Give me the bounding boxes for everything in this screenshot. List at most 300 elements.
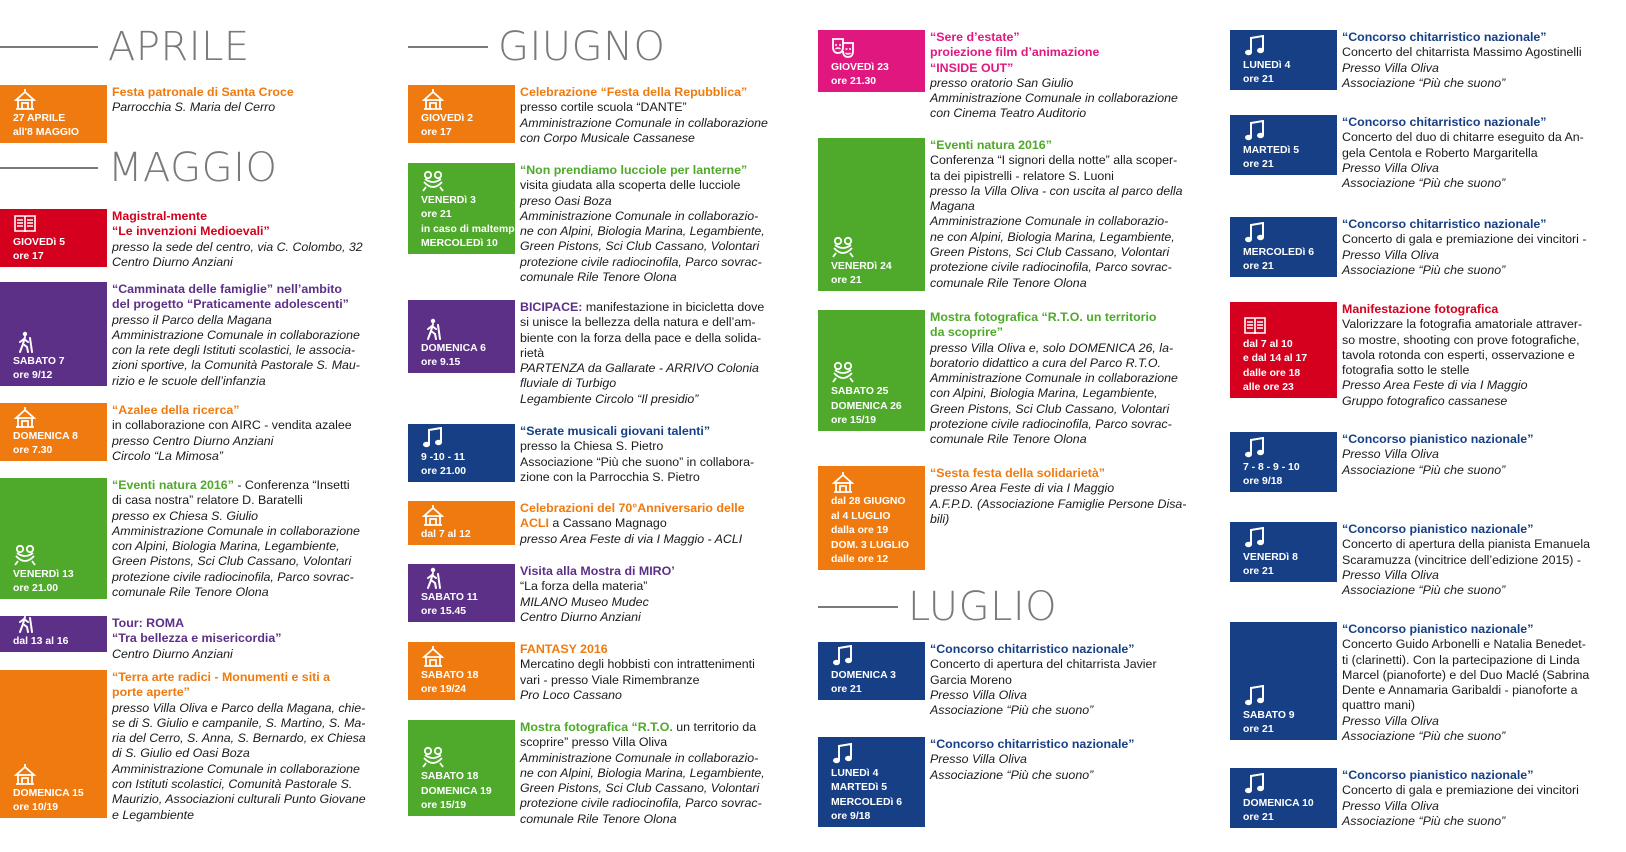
event-text: [520, 720, 787, 827]
event-date-line: ore 21: [1243, 724, 1274, 736]
event-venue-line: presso Area Feste di via I Maggio: [930, 481, 1115, 496]
event-date-line: VENERDì 13: [13, 568, 74, 580]
event-date-line: GIOVEDì 2: [421, 112, 473, 124]
event-description-line: di casa nostra” relatore D. Baratelli: [112, 493, 303, 508]
event-date-line: ore 7.30: [13, 445, 53, 457]
event-venue-line: Green Pistons, Sci Club Cassano, Volontari: [930, 245, 1170, 260]
event-date-line: ore 21.00: [421, 466, 467, 478]
event-text: [520, 85, 787, 146]
event-venue-line: Maurizio, Associazioni culturali Punto Giovane: [112, 792, 366, 807]
event-venue-line: zioni sportive, la Comunità Pastorale S. Mau-: [112, 358, 360, 373]
event-venue-line: Amministrazione Comunale in collaborazione: [520, 115, 768, 130]
event-venue-line: Magana: [930, 199, 975, 214]
event-description-line: Scaramuzza (vincitrice dell’edizione 2015) -: [1342, 552, 1581, 567]
event-description-line: si unisce la bellezza della natura e dell’am-: [520, 315, 756, 330]
event-text: [930, 737, 1197, 783]
event-title-line: Festa patronale di Santa Croce: [112, 85, 294, 99]
event-date-box: [1230, 768, 1337, 828]
event-venue-line: e Legambiente: [112, 807, 194, 822]
event-description-line: fotografia sotto le stelle: [1342, 363, 1470, 378]
event-title-tail: - Conferenza “Insetti: [233, 478, 350, 492]
month-header-luglio: [818, 582, 1057, 632]
event-date-line: DOMENICA 10: [1243, 797, 1314, 809]
event-date-box: [408, 564, 515, 622]
event-text: [520, 642, 787, 703]
event-title-tail: un territorio da: [672, 720, 757, 734]
event-venue-line: presso ex Chiesa S. Giulio: [112, 508, 259, 523]
event-date-line: SABATO 9: [1243, 709, 1295, 721]
event-title-tail: manifestazione in bicicletta dove: [582, 300, 765, 314]
event-venue-line: PARTENZA da Gallarate - ARRIVO Colonia: [520, 361, 759, 376]
event-date-line: SABATO 7: [13, 355, 65, 367]
event-text: [112, 282, 379, 389]
event-title-line: Celebrazione “Festa della Repubblica”: [520, 85, 748, 99]
event-venue-line: Centro Diurno Anziani: [520, 609, 641, 624]
hiker-icon: [13, 611, 37, 633]
event-date-line: ore 9/12: [13, 370, 53, 382]
book-icon: [13, 212, 37, 234]
event-date-line: DOMENICA 15: [13, 787, 84, 799]
event-description-line: so mostre, shooting con prove fotografiche,: [1342, 332, 1580, 347]
event-title-line: Mostra fotografica “R.T.O. un territorio: [930, 310, 1157, 324]
event-venue-line: Presso Villa Oliva: [930, 752, 1027, 767]
event-venue-line: comunale Rile Tenore Olona: [930, 432, 1087, 447]
event-venue-line: con Alpini, Biologia Marina, Legambiente,: [112, 539, 340, 554]
event-title-line: “Concorso chitarristico nazionale”: [1342, 217, 1547, 231]
event-description-line: biente con la forza della pace e della solida-: [520, 330, 762, 345]
event-description-line: presso cortile scuola “DANTE”: [520, 100, 687, 115]
month-header-giugno: [408, 22, 665, 72]
event-date-line: GIOVEDì 5: [13, 236, 65, 248]
event-date-box: [0, 282, 107, 386]
event-date-line: DOMENICA 19: [421, 785, 492, 797]
music-icon: [1243, 437, 1267, 459]
event-date-line: dal 7 al 10: [1243, 338, 1293, 350]
event-description-line: Associazione “Più che suono” in collabora-: [520, 454, 755, 469]
event-title-line: “Serate musicali giovani talenti”: [520, 424, 711, 438]
event-description-line: Concerto Guido Arbonelli e Natalia Benedet-: [1342, 637, 1586, 652]
event-date-box: [0, 85, 107, 143]
event-description-line: Garcia Moreno: [930, 672, 1012, 687]
event-date-box: [0, 616, 107, 652]
music-icon: [1243, 222, 1267, 244]
event-date-line: SABATO 11: [421, 591, 478, 603]
event-title-line: del progetto “Praticamente adolescenti”: [112, 297, 349, 312]
event-date-line: ore 21: [831, 684, 862, 696]
event-venue-line: Associazione “Più che suono”: [1342, 813, 1506, 828]
event-text: [930, 466, 1197, 527]
event-date-line: dal 7 al 12: [421, 529, 471, 541]
event-venue-line: ria del Cerro, S. Anna, S. Bernardo, ex Chiesa: [112, 731, 366, 746]
event-title-line: proiezione film d’animazione: [930, 45, 1100, 60]
event-venue-line: di S. Giulio ed Oasi Boza: [112, 746, 250, 761]
event-venue-line: presso Centro Diurno Anziani: [112, 433, 274, 448]
tent-icon: [421, 504, 445, 526]
hiker-icon: [421, 318, 445, 340]
event-venue-line: ne con Alpini, Biologia Marina, Legambiente,: [520, 765, 765, 780]
event-venue-line: Centro Diurno Anziani: [112, 646, 233, 661]
event-date-box: [408, 300, 515, 373]
tent-icon: [421, 645, 445, 667]
event-title-line: “Terra arte radici - Monumenti e siti a: [112, 670, 331, 684]
event-venue-line: Amministrazione Comunale in collaborazione: [930, 371, 1178, 386]
event-date-line: MERCOLEDì 10: [421, 238, 498, 250]
event-date-line: LUNEDì 4: [831, 767, 879, 779]
event-text: [1342, 302, 1609, 409]
event-text: [112, 209, 379, 270]
event-text: [1342, 217, 1609, 278]
event-date-box: [0, 209, 107, 267]
event-venue-line: Amministrazione Comunale in collaborazione: [112, 761, 360, 776]
event-venue-line: protezione civile radiocinofila, Parco sovrac-: [112, 569, 354, 584]
event-venue-line: Gruppo fotografico cassanese: [1342, 393, 1508, 408]
event-description-line: Concerto del duo di chitarre eseguito da An-: [1342, 130, 1584, 145]
event-title-line: “Camminata delle famiglie” nell’ambito: [112, 282, 342, 296]
event-venue-line: presso Area Feste di via I Maggio - ACLI: [520, 531, 743, 546]
event-description-line: presso la Chiesa S. Pietro: [520, 439, 664, 454]
tent-icon: [13, 88, 37, 110]
event-venue-line: Amministrazione Comunale in collaborazio-: [930, 214, 1169, 229]
header-rule: [0, 167, 98, 169]
music-icon: [421, 427, 445, 449]
event-date-line: ore 15/19: [421, 800, 467, 812]
event-date-line: in caso di maltempo: [421, 223, 521, 235]
event-text: [520, 163, 787, 285]
event-title-line: “Concorso pianistico nazionale”: [1342, 622, 1534, 636]
event-description-line: Concerto di apertura della pianista Emanuela: [1342, 537, 1590, 552]
event-date-line: DOMENICA 8: [13, 430, 78, 442]
event-title-line: “Sere d’estate”: [930, 30, 1020, 44]
frog-icon: [13, 544, 37, 566]
event-date-box: [408, 501, 515, 545]
event-venue-line: comunale Rile Tenore Olona: [520, 811, 677, 826]
event-date-line: ore 21: [421, 209, 452, 221]
event-date-line: MARTEDì 5: [831, 782, 887, 794]
event-date-line: SABATO 18: [421, 771, 479, 783]
event-date-box: [818, 642, 925, 700]
event-date-line: VENERDì 3: [421, 194, 476, 206]
event-description-line: ti (clarinetti). Con la partecipazione di Linda: [1342, 652, 1580, 667]
event-date-line: DOM. 3 LUGLIO: [831, 539, 909, 551]
event-venue-line: Associazione “Più che suono”: [930, 767, 1094, 782]
tent-icon: [421, 88, 445, 110]
event-date-line: SABATO 25: [831, 386, 889, 398]
event-venue-line: fluviale di Turbigo: [520, 376, 617, 391]
hiker-icon: [421, 567, 445, 589]
event-date-box: [1230, 302, 1337, 398]
event-date-line: GIOVEDì 23: [831, 61, 889, 73]
event-date-box: [818, 138, 925, 291]
event-date-line: 7 - 8 - 9 - 10: [1243, 461, 1300, 473]
event-venue-line: comunale Rile Tenore Olona: [520, 270, 677, 285]
theatre-masks-icon: [831, 37, 855, 59]
event-description-line: Mercatino degli hobbisti con intrattenimenti: [520, 657, 755, 672]
event-venue-line: con Alpini, Biologia Marina, Legambiente,: [930, 386, 1158, 401]
event-date-box: [1230, 622, 1337, 740]
event-title-line: Mostra fotografica “R.T.O. un territorio da: [520, 720, 757, 734]
event-date-line: MARTEDì 5: [1243, 144, 1299, 156]
event-date-line: ore 9/18: [831, 811, 871, 823]
event-date-line: 27 APRILE: [13, 112, 66, 124]
event-venue-line: Green Pistons, Sci Club Cassano, Volontari: [112, 554, 352, 569]
event-text: [112, 670, 379, 823]
event-venue-line: Green Pistons, Sci Club Cassano, Volontari: [520, 239, 760, 254]
event-venue-line: Associazione “Più che suono”: [1342, 262, 1506, 277]
event-date-line: SABATO 18: [421, 669, 479, 681]
event-venue-line: Circolo “La Mimosa”: [112, 448, 223, 463]
event-date-line: ore 21: [831, 275, 862, 287]
event-date-box: [818, 737, 925, 827]
event-date-box: [1230, 522, 1337, 582]
event-venue-line: presso Villa Oliva e Parco della Magana, chie-: [112, 700, 366, 715]
event-text: [112, 616, 379, 662]
music-icon: [1243, 35, 1267, 57]
event-date-line: alle ore 23: [1243, 382, 1294, 394]
event-venue-line: protezione civile radiocinofila, Parco sovrac-: [930, 260, 1172, 275]
event-venue-line: Presso Villa Oliva: [930, 687, 1027, 702]
event-title-tail: a Cassano Magnago: [548, 516, 667, 531]
event-date-line: al 4 LUGLIO: [831, 510, 891, 522]
event-date-line: ore 21: [1243, 261, 1274, 273]
event-venue-line: Presso Villa Oliva: [1342, 160, 1439, 175]
event-venue-line: Legambiente Circolo “Il presidio”: [520, 391, 699, 406]
event-description-line: Dente e Annamaria Garibaldi - pianoforte a: [1342, 683, 1578, 698]
event-text: [930, 310, 1197, 448]
event-text: [930, 30, 1197, 122]
month-title: GIUGNO: [498, 24, 666, 70]
event-title-line: “Sesta festa della solidarietà”: [930, 466, 1105, 480]
event-date-line: dal 28 GIUGNO: [831, 496, 906, 508]
event-venue-line: Amministrazione Comunale in collaborazione: [930, 91, 1178, 106]
event-date-box: [408, 85, 515, 143]
event-date-line: ore 17: [421, 127, 452, 139]
header-rule: [408, 46, 488, 48]
event-date-box: [818, 310, 925, 431]
event-date-line: VENERDì 24: [831, 260, 892, 272]
event-date-line: ore 21: [1243, 812, 1274, 824]
music-icon: [1243, 773, 1267, 795]
header-rule: [818, 606, 898, 608]
event-date-line: dalla ore 19: [831, 525, 889, 537]
event-title-line: “INSIDE OUT”: [930, 60, 1014, 75]
event-venue-line: Presso Villa Oliva: [1342, 798, 1439, 813]
event-venue-line: MILANO Museo Mudec: [520, 594, 649, 609]
event-date-box: [818, 466, 925, 570]
event-venue-line: preso Oasi Boza: [520, 193, 612, 208]
event-venue-line: con Cinema Teatro Auditorio: [930, 106, 1087, 121]
event-text: [520, 564, 787, 625]
event-date-box: [0, 403, 107, 461]
tent-icon: [13, 763, 37, 785]
event-date-line: DOMENICA 3: [831, 669, 896, 681]
event-text: [1342, 432, 1609, 478]
event-title-line: “Concorso chitarristico nazionale”: [1342, 30, 1547, 44]
event-date-box: [1230, 30, 1337, 90]
event-title-line: “Concorso pianistico nazionale”: [1342, 768, 1534, 782]
event-venue-line: Presso Villa Oliva: [1342, 447, 1439, 462]
event-venue-line: presso Villa Oliva e, solo DOMENICA 26, la-: [930, 340, 1174, 355]
event-date-box: [1230, 432, 1337, 492]
event-date-line: ore 21: [1243, 566, 1274, 578]
event-text: [1342, 768, 1609, 829]
event-title-line: “Concorso chitarristico nazionale”: [930, 642, 1135, 656]
event-text: [1342, 522, 1609, 598]
event-date-box: [408, 424, 515, 482]
frog-icon: [831, 361, 855, 383]
event-date-line: ore 21: [1243, 74, 1274, 86]
event-text: [520, 424, 787, 485]
hiker-icon: [13, 331, 37, 353]
event-description-line: quattro mani): [1342, 698, 1416, 713]
event-date-line: dal 13 al 16: [13, 636, 69, 648]
event-description-line: zione con la Parrocchia S. Pietro: [520, 469, 700, 484]
event-venue-line: Associazione “Più che suono”: [930, 703, 1094, 718]
event-venue-line: ne con Alpini, Biologia Marina, Legambiente,: [520, 224, 765, 239]
event-description-line: rietà: [520, 345, 545, 360]
event-description-line: vari - presso Viale Rimembranze: [520, 672, 700, 687]
event-title-line: “Tra bellezza e misericordia”: [112, 631, 282, 646]
header-rule: [0, 46, 98, 48]
event-venue-line: Presso Villa Oliva: [1342, 60, 1439, 75]
event-description-line: ta dei pipistrelli - relatore S. Luoni: [930, 168, 1114, 183]
event-description-line: Conferenza “I signori della notte” alla scoper-: [930, 153, 1178, 168]
event-text: [520, 300, 787, 407]
event-title-line: Visita alla Mostra di MIRO’: [520, 564, 675, 578]
event-text: [930, 138, 1197, 291]
event-venue-line: Associazione “Più che suono”: [1342, 176, 1506, 191]
event-title-line: Tour: ROMA: [112, 616, 185, 630]
event-venue-line: Presso Villa Oliva: [1342, 567, 1439, 582]
event-date-line: dalle ore 12: [831, 554, 889, 566]
event-date-box: [1230, 217, 1337, 277]
event-date-line: all'8 MAGGIO: [13, 127, 79, 139]
event-title-line: Magistral-mente: [112, 209, 208, 223]
event-text: [112, 85, 379, 116]
event-date-box: [408, 720, 515, 816]
event-title-line: “Azalee della ricerca”: [112, 403, 240, 417]
event-venue-line: Amministrazione Comunale in collaborazio-: [520, 208, 759, 223]
event-date-line: MERCOLEDì 6: [1243, 246, 1315, 258]
month-title: APRILE: [108, 24, 250, 70]
event-venue-line: se di S. Giulio e campanile, S. Martino, S. Ma-: [112, 715, 366, 730]
event-title-line: Celebrazioni del 70°Anniversario delle: [520, 501, 745, 515]
event-date-line: ore 21.00: [13, 583, 59, 595]
month-header-aprile: [0, 22, 250, 72]
event-venue-line: Pro Loco Cassano: [520, 687, 622, 702]
event-date-box: [0, 478, 107, 599]
event-date-line: LUNEDì 4: [1243, 59, 1291, 71]
event-venue-line: Amministrazione Comunale in collaborazione: [112, 523, 360, 538]
frog-icon: [421, 170, 445, 192]
music-icon: [831, 645, 855, 667]
event-description-line: Concerto di gala e premiazione dei vincitori: [1342, 783, 1579, 798]
event-date-line: ore 17: [13, 251, 44, 263]
event-venue-line: bili): [930, 511, 950, 526]
event-title-line: “Non prendiamo lucciole per lanterne”: [520, 163, 748, 177]
event-date-box: [1230, 115, 1337, 175]
event-venue-line: con la rete degli Istituti scolastici, le associa-: [112, 343, 356, 358]
event-date-box: [0, 670, 107, 818]
event-text: [1342, 30, 1609, 91]
event-text: [112, 403, 379, 464]
frog-icon: [831, 236, 855, 258]
event-text: [112, 478, 379, 600]
event-venue-line: Amministrazione Comunale in collaborazio-: [520, 750, 759, 765]
event-title-line: “Le invenzioni Medioevali”: [112, 224, 270, 239]
event-title-line: “Concorso pianistico nazionale”: [1342, 522, 1534, 536]
event-venue-line: presso la Villa Oliva - con uscita al parco della: [930, 183, 1183, 198]
event-date-line: ore 15/19: [831, 415, 877, 427]
music-icon: [1243, 685, 1267, 707]
event-venue-line: presso la sede del centro, via C. Colombo, 32: [112, 239, 363, 254]
music-icon: [831, 743, 855, 765]
event-description-line: Marcel (pianoforte) e del Duo Maclé (Sabrina: [1342, 667, 1590, 682]
month-title: LUGLIO: [908, 584, 1058, 630]
event-description-line: visita giudata alla scoperta delle lucciole: [520, 178, 741, 193]
event-title-line: da scoprire”: [930, 325, 1003, 340]
event-date-box: [408, 642, 515, 700]
event-venue-line: Amministrazione Comunale in collaborazione: [112, 327, 360, 342]
event-date-line: ore 10/19: [13, 802, 59, 814]
event-venue-line: con Corpo Musicale Cassanese: [520, 130, 695, 145]
tent-icon: [831, 471, 855, 493]
event-venue-line: Presso Area Feste di via I Maggio: [1342, 378, 1528, 393]
event-title-line: FANTASY 2016: [520, 642, 608, 656]
event-description-line: scoprire” presso Villa Oliva: [520, 735, 668, 750]
event-venue-line: Associazione “Più che suono”: [1342, 729, 1506, 744]
event-venue-line: rizio e le scuole dell’infanzia: [112, 373, 266, 388]
event-date-line: DOMENICA 26: [831, 400, 902, 412]
event-date-line: ore 9/18: [1243, 476, 1283, 488]
event-description-line: Concerto di apertura del chitarrista Javier: [930, 657, 1157, 672]
event-venue-line: Associazione “Più che suono”: [1342, 583, 1506, 598]
event-date-line: ore 19/24: [421, 684, 467, 696]
event-description-line: “La forza della materia”: [520, 579, 648, 594]
event-venue-line: protezione civile radiocinofila, Parco sovrac-: [520, 254, 762, 269]
event-venue-line: Associazione “Più che suono”: [1342, 462, 1506, 477]
event-venue-line: con Istituti scolastici, Comunità Pastorale S.: [112, 777, 353, 792]
event-date-line: ore 21: [1243, 159, 1274, 171]
event-description-line: in collaborazione con AIRC - vendita azalee: [112, 418, 352, 433]
frog-icon: [421, 746, 445, 768]
event-venue-line: Presso Villa Oliva: [1342, 247, 1439, 262]
event-date-line: VENERDì 8: [1243, 551, 1298, 563]
event-venue-line: Centro Diurno Anziani: [112, 254, 233, 269]
event-description-line: Valorizzare la fotografia amatoriale attraver-: [1342, 317, 1583, 332]
event-venue-line: presso il Parco della Magana: [112, 312, 272, 327]
event-text: [1342, 115, 1609, 191]
event-title-line: “Concorso pianistico nazionale”: [1342, 432, 1534, 446]
event-date-box: [408, 163, 521, 254]
event-venue-line: Presso Villa Oliva: [1342, 713, 1439, 728]
event-text: [1342, 622, 1609, 744]
event-date-box: [818, 30, 925, 92]
event-date-line: DOMENICA 6: [421, 342, 486, 354]
event-venue-line: comunale Rile Tenore Olona: [112, 585, 269, 600]
book-icon: [1243, 314, 1267, 336]
event-date-line: MERCOLEDì 6: [831, 796, 903, 808]
event-date-line: 9 -10 - 11: [421, 451, 465, 463]
event-venue-line: A.F.P.D. (Associazione Famiglie Persone Disa-: [930, 496, 1187, 511]
event-title-line: BICIPACE: manifestazione in bicicletta dove: [520, 300, 765, 314]
event-title-line: porte aperte”: [112, 685, 190, 700]
event-description-line: tavola rotonda con esperti, osservazione e: [1342, 347, 1575, 362]
event-venue-line: protezione civile radiocinofila, Parco sovrac-: [930, 417, 1172, 432]
event-title-line: “Concorso chitarristico nazionale”: [930, 737, 1135, 751]
month-title: MAGGIO: [108, 145, 278, 191]
event-venue-line: comunale Rile Tenore Olona: [930, 275, 1087, 290]
event-venue-line: boratorio didattico a cura del Parco R.T.O.: [930, 355, 1161, 370]
